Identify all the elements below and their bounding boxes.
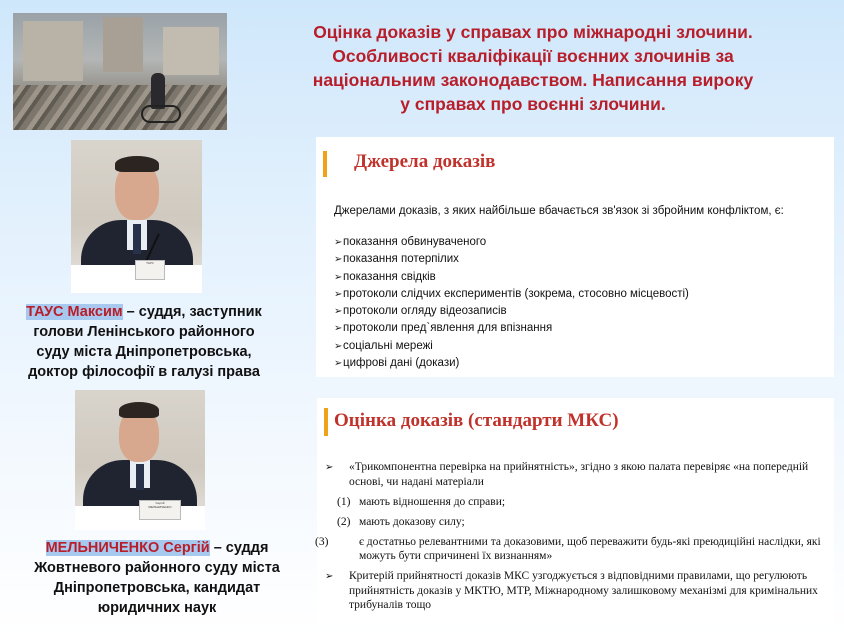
ruined-building <box>103 17 143 72</box>
speaker-degree: доктор філософії в галузі права <box>28 364 260 380</box>
arrow-bullet-icon: ➢ <box>334 271 343 283</box>
speaker-role: – суддя <box>209 540 269 556</box>
title-line: національним законодавством. Написання вироку <box>312 70 754 90</box>
arrow-bullet-icon: ➢ <box>334 323 343 335</box>
arrow-bullet-icon: ➢ <box>334 358 343 370</box>
speaker-role: Дніпропетровська, кандидат <box>53 580 261 596</box>
title-line: Особливості кваліфікації воєнних злочинів за <box>332 46 734 66</box>
arrow-bullet-icon: ➢ <box>325 571 334 582</box>
criterion-number: (1) <box>337 496 351 508</box>
criterion-item <box>315 535 827 563</box>
list-item-text: соціальні мережі <box>343 339 433 352</box>
page-title <box>244 20 822 116</box>
slide-evidence-sources <box>316 137 834 377</box>
list-item-text: протоколи пред`явлення для впізнання <box>343 322 553 335</box>
slide-title: Джерела доказів <box>354 151 496 172</box>
slide-body <box>315 460 827 618</box>
hair <box>119 402 159 418</box>
arrow-bullet-icon: ➢ <box>334 288 343 300</box>
speaker-name: ТАУС Максим <box>26 304 123 320</box>
list-item <box>334 286 689 303</box>
title-line: у справах про воєнні злочини. <box>400 94 666 114</box>
bicycle-figure <box>141 105 181 123</box>
speaker-role: голови Ленінського районного <box>33 324 255 340</box>
accent-bar <box>323 151 327 177</box>
arrow-bullet-icon: ➢ <box>334 340 343 352</box>
list-item-text: показання обвинуваченого <box>343 236 487 248</box>
ruined-building <box>163 27 219 75</box>
accent-bar <box>324 408 328 436</box>
rubble <box>13 85 227 130</box>
paragraph-text: Критерій прийнятності доказів МКС узгоджується з відповідними правилами, що регулюють прийнятність доказів у МКТЮ, МТР, Міжнародному залишковому механізмі для кримінальних трибуналів тощо <box>349 570 818 611</box>
list-item <box>334 251 689 268</box>
speaker-caption-melnychenko <box>2 538 312 618</box>
nameplate-text: Сергій <box>155 501 165 505</box>
speaker-degree: юридичних наук <box>97 600 217 616</box>
speaker-name: МЕЛЬНИЧЕНКО Сергій <box>45 540 210 556</box>
list-item-text: протоколи слідчих експериментів (зокрема, стосовно місцевості) <box>343 287 689 300</box>
criterion-item <box>337 515 827 529</box>
paragraph-text: «Трикомпонентна перевірка на прийнятність», згідно з якою палата перевіряє «на попередній основі, чи надані матеріали <box>349 461 809 488</box>
list-item-text: цифрові дані (докази) <box>343 357 460 370</box>
criterion-text: мають доказову силу; <box>359 516 465 528</box>
speaker-role: Жовтневого районного суду міста <box>34 560 280 576</box>
slide-evidence-assessment <box>317 398 834 626</box>
speaker-photo-melnychenko <box>75 390 205 530</box>
criterion-number: (2) <box>337 516 351 528</box>
list-item <box>334 269 689 286</box>
nameplate <box>139 500 181 520</box>
paragraph <box>325 569 827 612</box>
criterion-number: (3) <box>315 536 329 548</box>
nameplate: ТАУС <box>135 260 165 280</box>
list-item-text: показання потерпілих <box>343 253 459 266</box>
nameplate-text: МЕЛЬНИЧЕНКО <box>148 505 172 509</box>
criterion-item <box>337 495 827 509</box>
slide-intro: Джерелами доказів, з яких найбільше вбачається зв'язок зі збройним конфліктом, є: <box>334 205 784 217</box>
title-line: Оцінка доказів у справах про міжнародні злочини. <box>313 22 753 42</box>
list-item <box>334 338 689 355</box>
speaker-photo-taus <box>71 140 202 293</box>
arrow-bullet-icon: ➢ <box>325 462 334 473</box>
person-figure <box>151 73 165 109</box>
tie <box>136 464 144 490</box>
speaker-role: суду міста Дніпропетровська, <box>36 344 252 360</box>
speaker-caption-taus <box>4 302 284 382</box>
list-item <box>334 234 689 251</box>
list-item <box>334 303 689 320</box>
list-item <box>334 320 689 337</box>
tie <box>133 224 141 254</box>
arrow-bullet-icon: ➢ <box>334 237 343 248</box>
evidence-sources-list <box>334 234 689 372</box>
ruined-building <box>23 21 83 81</box>
list-item-text: протоколи огляду відеозаписів <box>343 305 507 318</box>
criterion-text: є достатньо релевантними та доказовими, щоб переважити будь-які преюдиційні наслідки, які можуть бути спричинені їх визнанням» <box>359 536 821 562</box>
list-item <box>334 355 689 372</box>
paragraph <box>325 460 827 489</box>
slide-title: Оцінка доказів (стандарти МКС) <box>334 410 619 431</box>
arrow-bullet-icon: ➢ <box>334 254 343 266</box>
arrow-bullet-icon: ➢ <box>334 306 343 318</box>
hair <box>115 156 159 172</box>
speaker-role: – суддя, заступник <box>122 304 262 320</box>
list-item-text: показання свідків <box>343 270 436 283</box>
criterion-text: мають відношення до справи; <box>359 496 506 508</box>
war-ruins-photo <box>13 13 227 130</box>
